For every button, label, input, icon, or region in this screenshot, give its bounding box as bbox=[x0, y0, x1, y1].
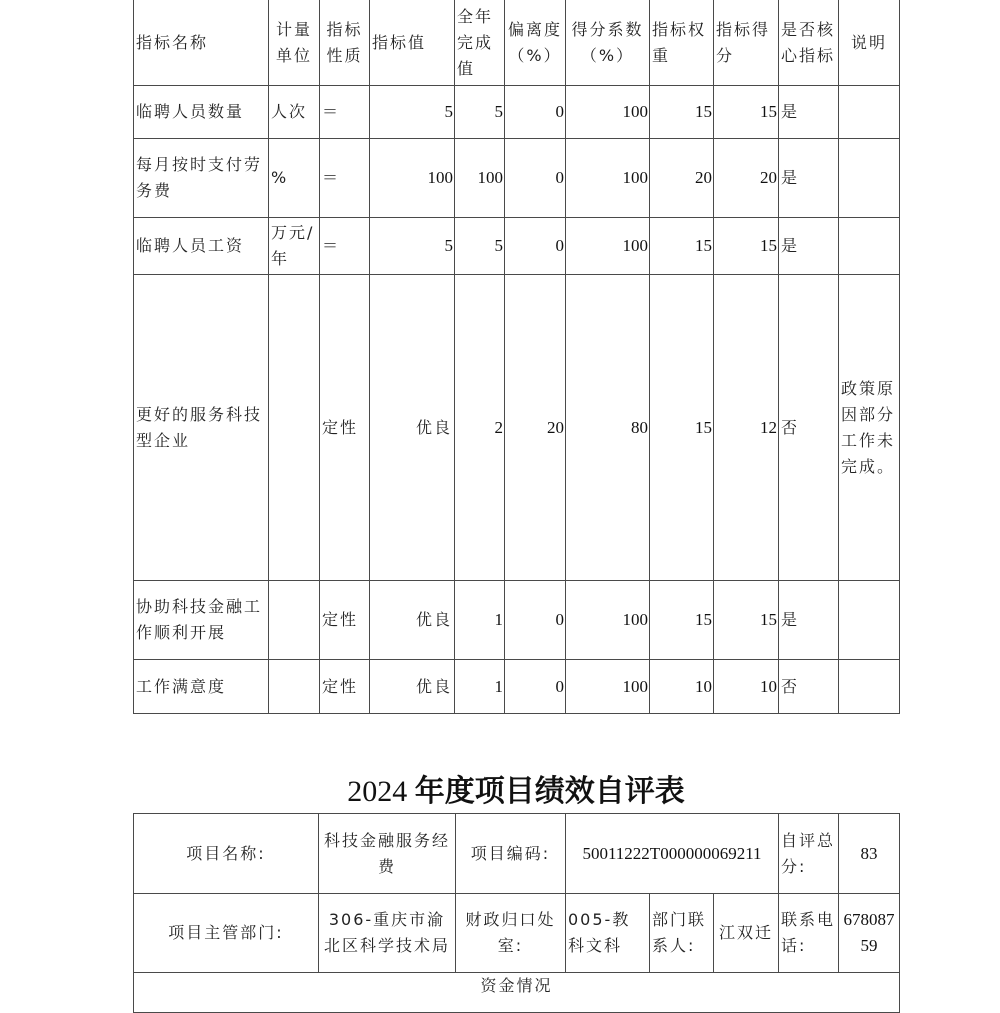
deviation: 20 bbox=[505, 275, 566, 581]
table-row bbox=[134, 275, 900, 581]
form-title-text: 年度项目绩效自评表 bbox=[414, 775, 685, 808]
note bbox=[839, 86, 900, 139]
weight: 10 bbox=[650, 660, 714, 714]
weight: 15 bbox=[650, 86, 714, 139]
actual: 1 bbox=[455, 581, 505, 660]
weight: 20 bbox=[650, 139, 714, 218]
actual: 2 bbox=[455, 275, 505, 581]
note bbox=[839, 660, 900, 714]
target: 100 bbox=[370, 139, 455, 218]
indicator-name: 临聘人员工资 bbox=[134, 218, 269, 275]
header-unit: 计量单位 bbox=[269, 0, 320, 86]
finance-office-label: 财政归口处室: bbox=[456, 894, 566, 973]
unit bbox=[269, 581, 320, 660]
score: 20 bbox=[714, 139, 779, 218]
total-score-label: 自评总分: bbox=[779, 814, 839, 894]
coefficient: 100 bbox=[566, 86, 650, 139]
funding-section-label: 资金情况 bbox=[134, 973, 900, 1013]
total-score-value: 83 bbox=[839, 814, 900, 894]
contact-value: 江双迁 bbox=[714, 894, 779, 973]
deviation: 0 bbox=[505, 218, 566, 275]
header-indicator-name: 指标名称 bbox=[134, 0, 269, 86]
unit: 人次 bbox=[269, 86, 320, 139]
core-flag: 否 bbox=[779, 275, 839, 581]
actual: 5 bbox=[455, 218, 505, 275]
contact-label: 部门联系人: bbox=[650, 894, 714, 973]
form-title-year: 2024 bbox=[347, 775, 408, 808]
project-info-row bbox=[134, 814, 900, 894]
header-core: 是否核心指标 bbox=[779, 0, 839, 86]
finance-office-value: 005-教科文科 bbox=[566, 894, 650, 973]
header-nature: 指标性质 bbox=[320, 0, 370, 86]
dept-value: 306-重庆市渝北区科学技术局 bbox=[319, 894, 456, 973]
project-code-label: 项目编码: bbox=[456, 814, 566, 894]
header-weight: 指标权重 bbox=[650, 0, 714, 86]
table-row bbox=[134, 139, 900, 218]
deviation: 0 bbox=[505, 581, 566, 660]
note: 政策原因部分工作未完成。 bbox=[839, 275, 900, 581]
weight: 15 bbox=[650, 275, 714, 581]
project-info-row bbox=[134, 894, 900, 973]
table-row bbox=[134, 86, 900, 139]
header-target: 指标值 bbox=[370, 0, 455, 86]
header-deviation: 偏离度（%） bbox=[505, 0, 566, 86]
project-code-value: 50011222T000000069211 bbox=[566, 814, 779, 894]
header-score: 指标得分 bbox=[714, 0, 779, 86]
deviation: 0 bbox=[505, 86, 566, 139]
target: 5 bbox=[370, 86, 455, 139]
unit: 万元/年 bbox=[269, 218, 320, 275]
score: 12 bbox=[714, 275, 779, 581]
indicator-name: 协助科技金融工作顺利开展 bbox=[134, 581, 269, 660]
actual: 5 bbox=[455, 86, 505, 139]
project-info-table bbox=[133, 813, 900, 1013]
nature: 定性 bbox=[320, 581, 370, 660]
nature: ＝ bbox=[320, 86, 370, 139]
phone-label: 联系电话: bbox=[779, 894, 839, 973]
weight: 15 bbox=[650, 218, 714, 275]
table-header-row bbox=[134, 0, 900, 86]
table-row bbox=[134, 218, 900, 275]
actual: 1 bbox=[455, 660, 505, 714]
core-flag: 是 bbox=[779, 218, 839, 275]
header-coefficient: 得分系数（%） bbox=[566, 0, 650, 86]
project-name-label: 项目名称: bbox=[134, 814, 319, 894]
deviation: 0 bbox=[505, 139, 566, 218]
actual: 100 bbox=[455, 139, 505, 218]
unit: % bbox=[269, 139, 320, 218]
weight: 15 bbox=[650, 581, 714, 660]
header-note: 说明 bbox=[839, 0, 900, 86]
nature: ＝ bbox=[320, 139, 370, 218]
score: 15 bbox=[714, 218, 779, 275]
phone-value: 67808759 bbox=[839, 894, 900, 973]
indicator-name: 每月按时支付劳务费 bbox=[134, 139, 269, 218]
funding-section-row bbox=[134, 973, 900, 1013]
header-actual: 全年完成值 bbox=[455, 0, 505, 86]
core-flag: 否 bbox=[779, 660, 839, 714]
score: 15 bbox=[714, 86, 779, 139]
nature: 定性 bbox=[320, 275, 370, 581]
coefficient: 100 bbox=[566, 660, 650, 714]
coefficient: 100 bbox=[566, 139, 650, 218]
project-name-value: 科技金融服务经费 bbox=[319, 814, 456, 894]
coefficient: 100 bbox=[566, 581, 650, 660]
table-row bbox=[134, 660, 900, 714]
score: 15 bbox=[714, 581, 779, 660]
table-row bbox=[134, 581, 900, 660]
target: 优良 bbox=[370, 275, 455, 581]
coefficient: 100 bbox=[566, 218, 650, 275]
note bbox=[839, 581, 900, 660]
note bbox=[839, 139, 900, 218]
form-title bbox=[0, 766, 1000, 810]
nature: ＝ bbox=[320, 218, 370, 275]
note bbox=[839, 218, 900, 275]
score: 10 bbox=[714, 660, 779, 714]
core-flag: 是 bbox=[779, 139, 839, 218]
unit bbox=[269, 275, 320, 581]
target: 5 bbox=[370, 218, 455, 275]
indicator-name: 临聘人员数量 bbox=[134, 86, 269, 139]
indicator-name: 工作满意度 bbox=[134, 660, 269, 714]
coefficient: 80 bbox=[566, 275, 650, 581]
core-flag: 是 bbox=[779, 86, 839, 139]
deviation: 0 bbox=[505, 660, 566, 714]
nature: 定性 bbox=[320, 660, 370, 714]
core-flag: 是 bbox=[779, 581, 839, 660]
target: 优良 bbox=[370, 660, 455, 714]
unit bbox=[269, 660, 320, 714]
target: 优良 bbox=[370, 581, 455, 660]
indicator-table bbox=[133, 0, 900, 714]
dept-label: 项目主管部门: bbox=[134, 894, 319, 973]
indicator-name: 更好的服务科技型企业 bbox=[134, 275, 269, 581]
